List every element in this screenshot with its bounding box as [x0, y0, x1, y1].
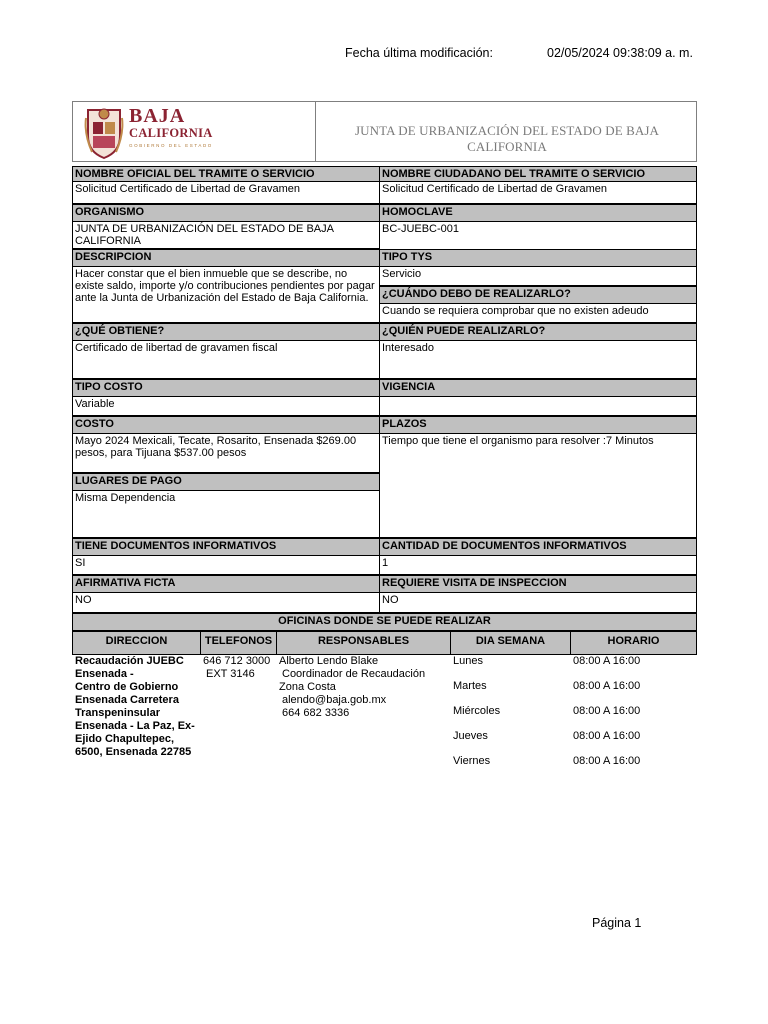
address-line: Ensenada - La Paz, Ex-	[75, 720, 195, 732]
vigencia-label: VIGENCIA	[379, 379, 697, 397]
cuando-value: Cuando se requiera comprobar que no existen adeudo	[379, 304, 697, 323]
address-line: Ejido Chapultepec,	[75, 733, 175, 745]
tipo-costo-value: Variable	[72, 397, 380, 416]
address-line: Centro de Gobierno	[75, 681, 179, 693]
tiene-docs-value: SI	[72, 556, 380, 575]
logo-line-2: CALIFORNIA	[129, 126, 213, 140]
costo-label: COSTO	[72, 416, 380, 434]
phone-line: EXT 3146	[206, 668, 255, 680]
col-responsables: RESPONSABLES	[276, 631, 451, 655]
lugares-pago-label: LUGARES DE PAGO	[72, 473, 380, 491]
address-line: Ensenada -	[75, 668, 134, 680]
schedule-hours: 08:00 A 16:00	[573, 680, 641, 692]
coat-of-arms-icon	[84, 104, 124, 160]
office-responsible	[279, 655, 451, 720]
logo-line-3: GOBIERNO DEL ESTADO	[129, 143, 213, 148]
col-dia-semana: DIA SEMANA	[450, 631, 571, 655]
que-obtiene-label: ¿QUÉ OBTIENE?	[72, 323, 380, 341]
schedule-day: Martes	[453, 680, 487, 692]
costo-value: Mayo 2024 Mexicali, Tecate, Rosarito, Ensenada $269.00 pesos, para Tijuana $537.00 pesos	[72, 434, 380, 473]
homoclave-label: HOMOCLAVE	[379, 204, 697, 222]
organismo-value: JUNTA DE URBANIZACIÓN DEL ESTADO DE BAJA CALIFORNIA	[72, 222, 380, 249]
offices-title: OFICINAS DONDE SE PUEDE REALIZAR	[72, 613, 697, 631]
banner-divider	[315, 102, 316, 161]
schedule-day: Miércoles	[453, 705, 501, 717]
que-obtiene-value: Certificado de libertad de gravamen fiscal	[72, 341, 380, 379]
schedule-day: Lunes	[453, 655, 483, 667]
nombre-ciudadano-value: Solicitud Certificado de Libertad de Gravamen	[379, 182, 697, 204]
organismo-label: ORGANISMO	[72, 204, 380, 222]
cantidad-docs-label: CANTIDAD DE DOCUMENTOS INFORMATIVOS	[379, 538, 697, 556]
header-banner	[72, 101, 697, 162]
descripcion-value: Hacer constar que el bien inmueble que se describe, no existe saldo, importe y/o contribuciones pendientes por pagar ante la Junta de Urbanización del Estado de Baja California.	[72, 267, 380, 323]
page-number: Página 1	[592, 916, 642, 930]
visita-inspeccion-value: NO	[379, 593, 697, 613]
vigencia-value	[379, 397, 697, 416]
office-address	[75, 655, 201, 759]
schedule-hours: 08:00 A 16:00	[573, 755, 641, 767]
plazos-value: Tiempo que tiene el organismo para resolver :7 Minutos	[379, 434, 697, 538]
col-horario: HORARIO	[570, 631, 697, 655]
tiene-docs-label: TIENE DOCUMENTOS INFORMATIVOS	[72, 538, 380, 556]
schedule-hours: 08:00 A 16:00	[573, 655, 641, 667]
afirmativa-ficta-value: NO	[72, 593, 380, 613]
responsible-email: alendo@baja.gob.mx	[282, 694, 387, 706]
col-telefonos: TELEFONOS	[200, 631, 277, 655]
logo-line-1: BAJA	[129, 105, 186, 127]
quien-value: Interesado	[379, 341, 697, 379]
modified-label: Fecha última modificación:	[345, 46, 493, 60]
baja-california-logo	[129, 106, 213, 148]
schedule-day: Jueves	[453, 730, 488, 742]
modified-value: 02/05/2024 09:38:09 a. m.	[547, 46, 693, 60]
organization-title: JUNTA DE URBANIZACIÓN DEL ESTADO DE BAJA CALIFORNIA	[354, 123, 660, 154]
descripcion-label: DESCRIPCION	[72, 249, 380, 267]
tipo-costo-label: TIPO COSTO	[72, 379, 380, 397]
nombre-oficial-label: NOMBRE OFICIAL DEL TRAMITE O SERVICIO	[72, 166, 380, 182]
office-phones	[203, 655, 277, 681]
responsible-phone: 664 682 3336	[282, 707, 350, 719]
afirmativa-ficta-label: AFIRMATIVA FICTA	[72, 575, 380, 593]
address-line: Recaudación JUEBC	[75, 655, 184, 667]
visita-inspeccion-label: REQUIERE VISITA DE INSPECCION	[379, 575, 697, 593]
cantidad-docs-value: 1	[379, 556, 697, 575]
tipo-tys-value: Servicio	[379, 267, 697, 286]
schedule-hours: 08:00 A 16:00	[573, 730, 641, 742]
homoclave-value: BC-JUEBC-001	[379, 222, 697, 249]
col-direccion: DIRECCION	[72, 631, 201, 655]
responsible-line: Zona Costa	[279, 681, 336, 693]
address-line: Ensenada Carretera	[75, 694, 179, 706]
responsible-line: Coordinador de Recaudación	[282, 668, 426, 680]
lugares-pago-value: Misma Dependencia	[72, 491, 380, 538]
address-line: 6500, Ensenada 22785	[75, 746, 192, 758]
tipo-tys-label: TIPO TYS	[379, 249, 697, 267]
schedule-hours: 08:00 A 16:00	[573, 705, 641, 717]
plazos-label: PLAZOS	[379, 416, 697, 434]
phone-line: 646 712 3000	[203, 655, 271, 667]
address-line: Transpeninsular	[75, 707, 160, 719]
responsible-line: Alberto Lendo Blake	[279, 655, 379, 667]
quien-label: ¿QUIÉN PUEDE REALIZARLO?	[379, 323, 697, 341]
nombre-oficial-value: Solicitud Certificado de Libertad de Gravamen	[72, 182, 380, 204]
nombre-ciudadano-label: NOMBRE CIUDADANO DEL TRAMITE O SERVICIO	[379, 166, 697, 182]
cuando-label: ¿CUÁNDO DEBO DE REALIZARLO?	[379, 286, 697, 304]
schedule-day: Viernes	[453, 755, 491, 767]
